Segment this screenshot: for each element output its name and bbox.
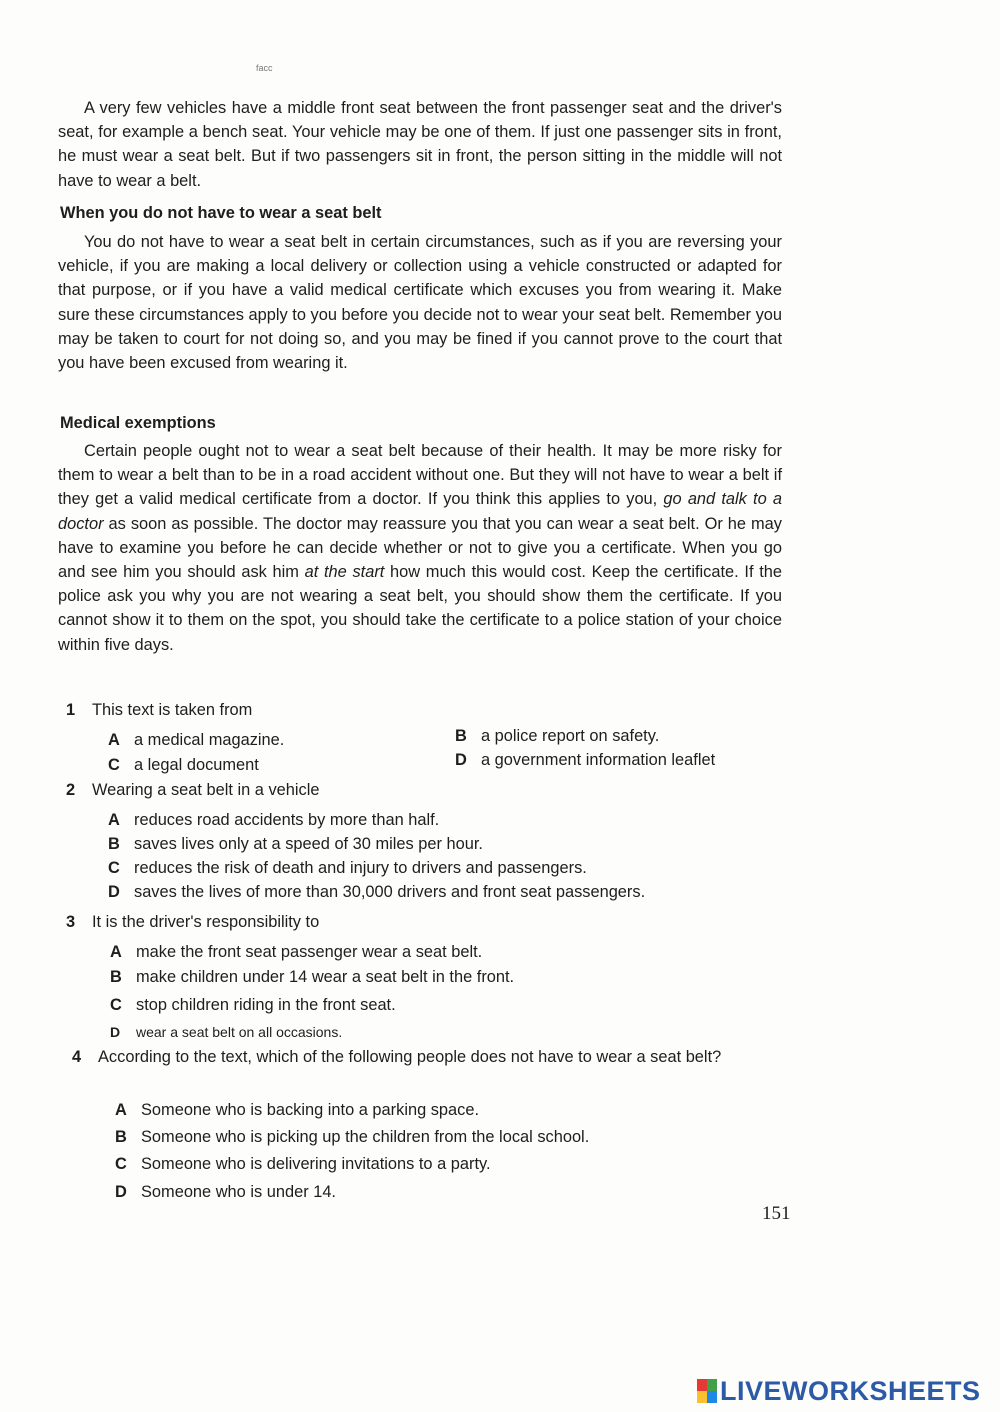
q2-option-a[interactable]: [108, 811, 439, 830]
question-text: According to the text, which of the following people does not have to wear a seat belt?: [98, 1048, 722, 1066]
option-text: a government information leaflet: [481, 751, 716, 769]
liveworksheets-logo-text: LIVEWORKSHEETS: [720, 1375, 981, 1406]
question-text: This text is taken from: [92, 701, 253, 719]
option-text: a medical magazine.: [134, 731, 285, 749]
option-text: Someone who is under 14.: [141, 1183, 336, 1201]
medical-paragraph: [58, 439, 782, 657]
logo-square-blue: [707, 1391, 717, 1403]
option-letter: D: [110, 1024, 121, 1040]
q3-option-d[interactable]: [110, 1024, 342, 1040]
option-text: a legal document: [134, 756, 259, 774]
option-letter: D: [108, 883, 120, 901]
medical-text-part-3: how much this would cost. Keep the certificate. If the police ask you why you are not wearing a seat belt, you should show them the certificate. If you cannot show it to them on the spot, you should take the certificate to a police station of your choice within five days.: [58, 563, 782, 654]
no-belt-paragraph: You do not have to wear a seat belt in certain circumstances, such as if you are reversing your vehicle, if you are making a local delivery or collection using a vehicle constructed or adapted for that purpose, or if you have a valid medical certificate which excuses you from wearing it. Make sure these circumstances apply to you before you decide not to wear your seat belt. Remember you may be taken to court for not doing so, and you may be fined if you cannot prove to the court that you have been excused from wearing it.: [58, 233, 782, 373]
q4-option-c[interactable]: [115, 1155, 491, 1174]
question-number: 2: [66, 781, 76, 799]
option-letter: B: [110, 968, 122, 986]
section-heading-medical: Medical exemptions: [60, 414, 216, 432]
option-text: Someone who is backing into a parking space.: [141, 1101, 480, 1119]
option-letter: B: [108, 835, 120, 853]
question-number: 3: [66, 913, 76, 931]
option-letter: B: [455, 727, 467, 745]
q1-option-d[interactable]: [455, 751, 715, 770]
q3-option-b[interactable]: [110, 968, 514, 987]
question-4: [72, 1045, 796, 1070]
option-letter: A: [115, 1101, 127, 1119]
medical-emphasis-1: go and talk to a doctor: [58, 490, 782, 533]
q4-option-a[interactable]: [115, 1101, 479, 1120]
option-letter: A: [108, 811, 120, 829]
option-text: make the front seat passenger wear a seat belt.: [136, 943, 483, 961]
logo-square-green: [707, 1379, 717, 1391]
question-2: [66, 781, 796, 800]
q2-option-c[interactable]: [108, 859, 587, 878]
header-mark: facc: [256, 63, 273, 73]
option-letter: D: [115, 1183, 127, 1201]
question-3: [66, 913, 796, 932]
option-text: wear a seat belt on all occasions.: [136, 1024, 343, 1040]
option-letter: C: [110, 996, 122, 1014]
question-number: 4: [72, 1048, 82, 1066]
medical-text-part-1: Certain people ought not to wear a seat belt because of their health. It may be more risky for them to wear a belt than to be in a road accident without one. But they will not have to wear a belt if they get a valid medical certificate from a doctor. If you think this applies to you,: [58, 442, 782, 509]
page-number: 151: [762, 1203, 791, 1224]
q2-option-b[interactable]: [108, 835, 483, 854]
option-text: make children under 14 wear a seat belt in the front.: [136, 968, 515, 986]
q1-option-b[interactable]: [455, 727, 659, 746]
option-text: saves the lives of more than 30,000 drivers and front seat passengers.: [134, 883, 646, 901]
question-text: It is the driver's responsibility to: [92, 913, 320, 931]
q4-option-d[interactable]: [115, 1183, 336, 1202]
option-text: Someone who is delivering invitations to a party.: [141, 1155, 491, 1173]
liveworksheets-logo[interactable]: [697, 1376, 981, 1406]
option-letter: A: [110, 943, 122, 961]
medical-text-part-2: as soon as possible. The doctor may reassure you that you can wear a seat belt. Or he may have to examine you before he can decide whether or not to give you a certificate. When you go and see him you should ask him: [58, 514, 782, 582]
q1-option-a[interactable]: [108, 731, 284, 750]
section-heading-no-belt: When you do not have to wear a seat belt: [60, 204, 382, 222]
option-text: a police report on safety.: [481, 727, 660, 745]
option-letter: C: [108, 756, 120, 774]
option-letter: A: [108, 731, 120, 749]
option-letter: C: [115, 1155, 127, 1173]
option-letter: D: [455, 751, 467, 769]
question-1: [66, 701, 796, 720]
q2-option-d[interactable]: [108, 883, 645, 902]
option-text: stop children riding in the front seat.: [136, 996, 396, 1014]
q1-option-c[interactable]: [108, 756, 259, 775]
q3-option-c[interactable]: [110, 996, 396, 1015]
option-text: saves lives only at a speed of 30 miles per hour.: [134, 835, 483, 853]
option-letter: B: [115, 1128, 127, 1146]
question-text: Wearing a seat belt in a vehicle: [92, 781, 320, 799]
option-letter: C: [108, 859, 120, 877]
intro-paragraph: A very few vehicles have a middle front seat between the front passenger seat and the driver's seat, for example a bench seat. Your vehicle may be one of them. If just one passenger sits in front, he must wear a seat belt. But if two passengers sit in front, the person sitting in the middle will not have to wear a belt.: [58, 99, 782, 190]
q3-option-a[interactable]: [110, 943, 482, 962]
logo-square-red: [697, 1379, 707, 1391]
question-number: 1: [66, 701, 76, 719]
option-text: reduces the risk of death and injury to drivers and passengers.: [134, 859, 587, 877]
q4-option-b[interactable]: [115, 1128, 589, 1147]
medical-emphasis-2: at the start: [304, 563, 385, 582]
liveworksheets-logo-icon: [697, 1379, 717, 1403]
option-text: reduces road accidents by more than half.: [134, 811, 440, 829]
option-text: Someone who is picking up the children from the local school.: [141, 1128, 590, 1146]
logo-square-yellow: [697, 1391, 707, 1403]
